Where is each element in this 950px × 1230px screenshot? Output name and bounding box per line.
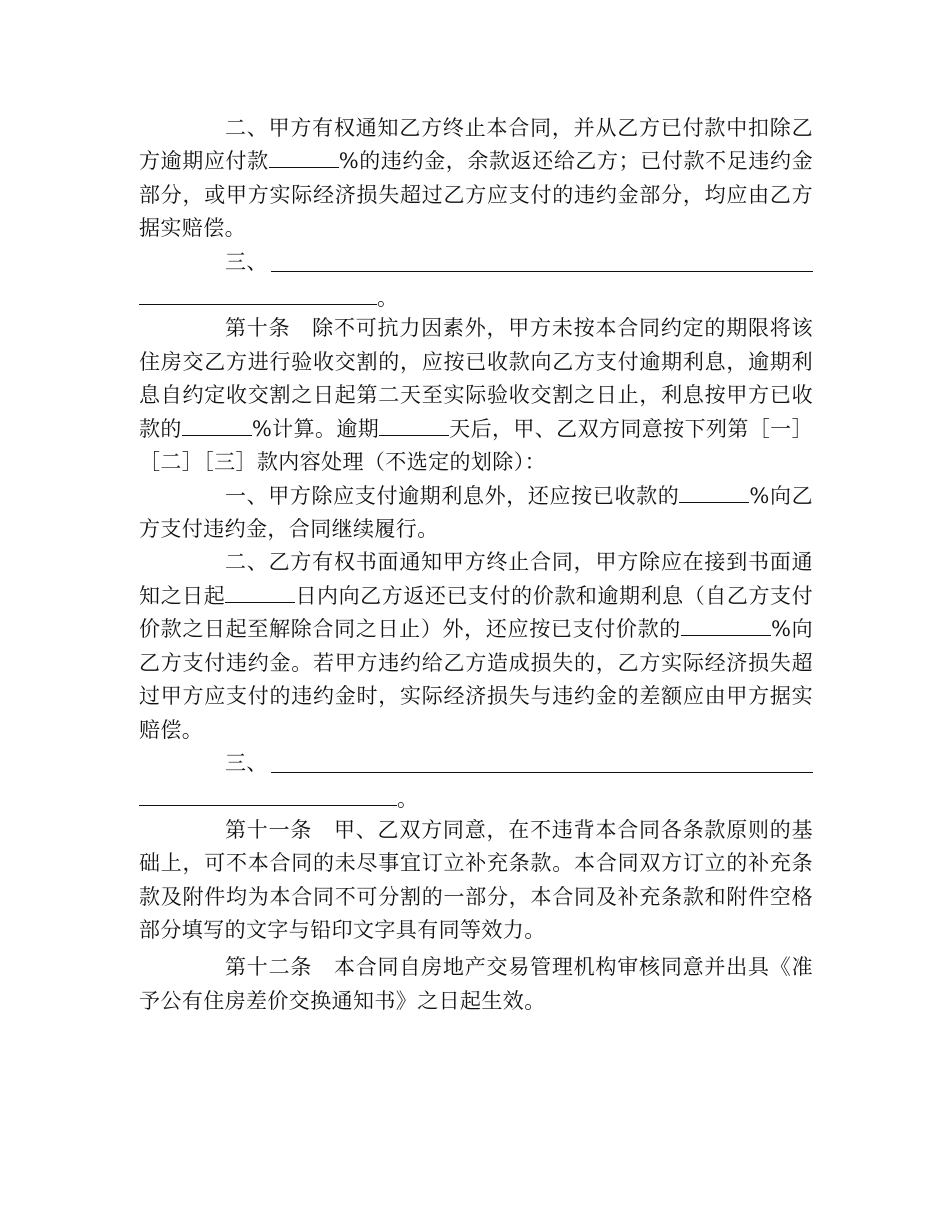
penalty-percent-blank xyxy=(679,480,749,503)
clause-12: 第十二条 本合同自房地产交易管理机构审核同意并出具《准予公有住房差价交换通知书》之日起生效。 xyxy=(139,955,813,1013)
clause-10-item-3 xyxy=(139,747,813,814)
clause-9-item-3-label: 三、 xyxy=(225,249,268,274)
clause-10-item-3-blank-2 xyxy=(139,780,397,806)
clause-10-item-3-blank-1 xyxy=(271,747,813,773)
clause-9-item-3-blank-2 xyxy=(139,279,377,305)
clause-10-item-1-text-a: 一、甲方除应支付逾期利息外，还应按已收款的 xyxy=(225,483,680,508)
clause-10-item-2-text-a: 二、乙方有权书面通知甲方终止合同，甲方除应在接到书面通知之日起 xyxy=(139,550,813,608)
clause-9-item-2-text-a: 二、甲方有权通知乙方终止本合同，并从乙方已付款中扣除乙方逾期应付款 xyxy=(139,116,813,174)
clause-9-item-3 xyxy=(139,246,813,313)
clause-10-text-a: 第十条 除不可抗力因素外，甲方未按本合同约定的期限将该住房交乙方进行验收交割的，应按已收款向乙方支付逾期利息，逾期利息自约定收交割之日起第二天至实际验收交割之日止，利息按甲方已收款的 xyxy=(139,316,813,441)
clause-10-item-3-label: 三、 xyxy=(225,750,268,775)
clause-9-item-2 xyxy=(139,112,813,246)
penalty-rate-blank xyxy=(269,145,339,168)
clause-10-text-c: 天后，甲、乙双方同意按下列第［一］［二］［三］款内容处理（不选定的划除）： xyxy=(139,416,813,475)
clause-9-item-3-row-1 xyxy=(139,246,813,279)
clause-10-text-b: %计算。逾期 xyxy=(251,416,380,441)
clause-9-item-3-row-2 xyxy=(139,279,813,312)
clause-10-item-2 xyxy=(139,546,813,747)
paid-price-percent-blank xyxy=(681,613,771,636)
clause-9-item-3-end: 。 xyxy=(377,286,399,311)
clause-10-item-2-text-c: %向乙方支付违约金。若甲方违约给乙方造成损失的，乙方实际经济损失超过甲方应支付的违约金时，实际经济损失与违约金的差额应由甲方据实赔偿。 xyxy=(139,617,814,742)
clause-10-item-1 xyxy=(139,480,813,547)
clause-9-item-3-blank-1 xyxy=(271,246,813,272)
contract-page xyxy=(139,112,813,1018)
clause-11: 第十一条 甲、乙双方同意，在不违背本合同各条款原则的基础上，可不本合同的未尽事宜订立补充条款。本合同双方订立的补充条款及附件均为本合同不可分割的一部分，本合同及补充条款和附件空格部分填写的文字与铅印文字具有同等效力。 xyxy=(139,817,813,942)
interest-rate-blank xyxy=(182,413,252,436)
clause-10-item-3-end: 。 xyxy=(397,787,419,812)
clause-10-item-2-text-b: 日内向乙方返还已支付的价款和逾期利息（自乙方支付价款之日起至解除合同之日止）外，还应按已支付价款的 xyxy=(139,583,813,642)
clause-9-item-2-text-b: %的违约金，余款返还给乙方；已付款不足违约金部分，或甲方实际经济损失超过乙方应支付的违约金部分，均应由乙方据实赔偿。 xyxy=(139,149,813,241)
overdue-days-blank xyxy=(379,413,449,436)
clause-10-item-1-text-b: %向乙方支付违约金，合同继续履行。 xyxy=(139,483,814,541)
refund-days-blank xyxy=(225,580,295,603)
clause-10-item-3-row-1 xyxy=(139,747,813,780)
clause-10 xyxy=(139,312,813,479)
clause-10-item-3-row-2 xyxy=(139,780,813,813)
